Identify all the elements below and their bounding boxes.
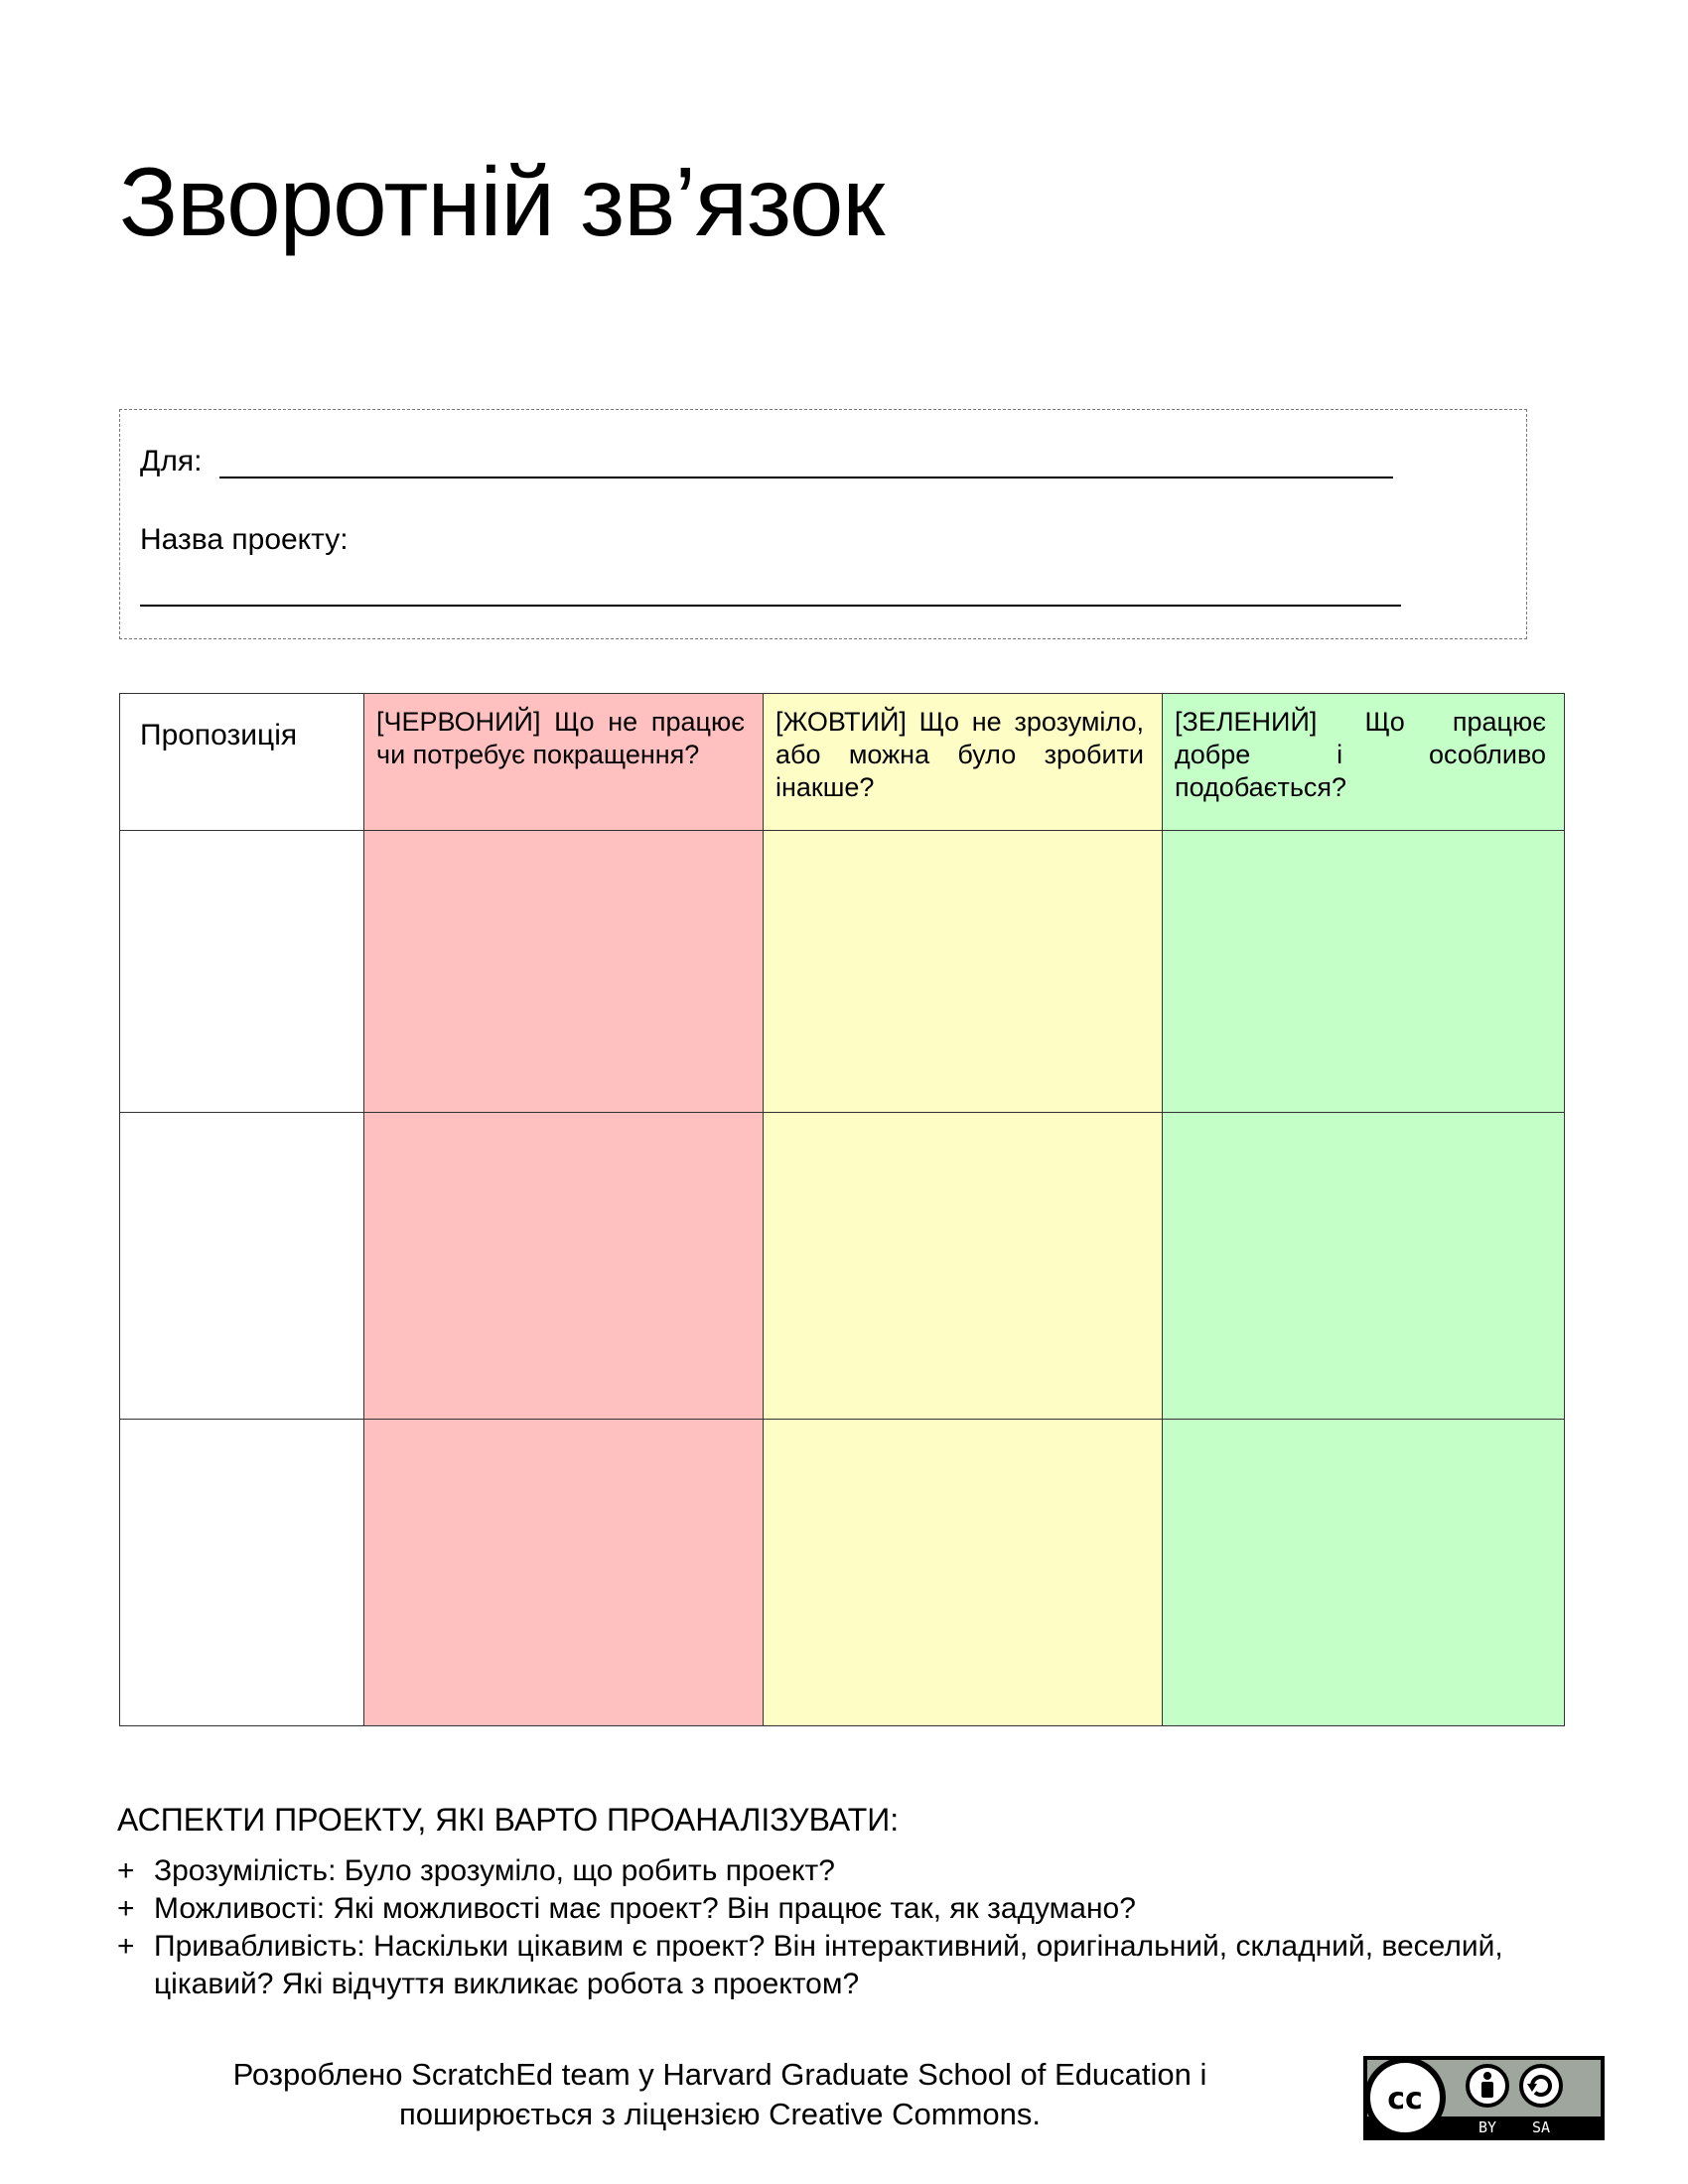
project-name-label: Назва проекту: — [140, 523, 349, 556]
aspect-text: Можливості: Які можливості має проект? Він працює так, як задумано? — [154, 1892, 1136, 1925]
project-info-box — [119, 409, 1527, 639]
by-label: BY — [1477, 2118, 1497, 2136]
list-item — [117, 1890, 1547, 1928]
for-blank-line — [219, 447, 1393, 478]
sa-share-icon — [1521, 2066, 1561, 2106]
table-row — [120, 1420, 1565, 1726]
page-title: Зворотній зв’язок — [119, 147, 885, 256]
footer-line-1: Розроблено ScratchEd team у Harvard Graduate School of Education і — [232, 2057, 1207, 2092]
feedback-table — [119, 693, 1565, 1726]
header-green: [ЗЕЛЕНИЙ] Що працює добре і особливо подобається? — [1163, 694, 1565, 831]
yellow-cell[interactable] — [764, 1113, 1163, 1420]
list-item — [117, 1852, 1547, 1890]
footer-line-2: поширюється з ліцензією Creative Commons. — [398, 2097, 1042, 2131]
proposal-cell[interactable] — [120, 831, 364, 1113]
cc-logo-text: cc — [1387, 2082, 1423, 2116]
proposal-cell[interactable] — [120, 1420, 364, 1726]
aspects-section — [117, 1802, 1547, 2003]
list-item — [117, 1928, 1547, 2003]
aspects-list — [117, 1852, 1547, 2003]
red-cell[interactable] — [364, 1420, 764, 1726]
header-red: [ЧЕРВОНИЙ] Що не працює чи потребує покращення? — [364, 694, 764, 831]
by-person-body — [1481, 2082, 1493, 2098]
proposal-cell[interactable] — [120, 1113, 364, 1420]
header-proposal: Пропозиція — [120, 694, 364, 831]
aspect-text: Зрозумілість: Було зрозуміло, що робить проект? — [154, 1854, 835, 1887]
sa-label: SA — [1531, 2118, 1551, 2136]
yellow-cell[interactable] — [764, 831, 1163, 1113]
aspect-text: Привабливість: Наскільки цікавим є проект? Він інтерактивний, оригінальний, складний, веселий, цікавий? Які відчуття викликає робота з проектом? — [154, 1930, 1503, 2000]
for-label: Для: — [140, 445, 203, 478]
plus-icon: + — [117, 1892, 135, 1925]
red-cell[interactable] — [364, 1113, 764, 1420]
plus-icon: + — [117, 1930, 135, 1963]
yellow-cell[interactable] — [764, 1420, 1163, 1726]
by-person-head — [1483, 2072, 1491, 2080]
green-cell[interactable] — [1163, 1420, 1565, 1726]
aspects-heading: АСПЕКТИ ПРОЕКТУ, ЯКІ ВАРТО ПРОАНАЛІЗУВАТИ: — [117, 1802, 900, 1838]
green-cell[interactable] — [1163, 831, 1565, 1113]
header-yellow: [ЖОВТИЙ] Що не зрозуміло, або можна було зробити інакше? — [764, 694, 1163, 831]
table-header-row — [120, 694, 1565, 831]
for-row — [140, 445, 1393, 478]
project-name-blank-line — [140, 605, 1401, 607]
red-cell[interactable] — [364, 831, 764, 1113]
table-row — [120, 831, 1565, 1113]
plus-icon: + — [117, 1854, 135, 1887]
cc-by-sa-icon[interactable] — [1362, 2055, 1606, 2141]
table-row — [120, 1113, 1565, 1420]
green-cell[interactable] — [1163, 1113, 1565, 1420]
footer-credit — [189, 2055, 1251, 2134]
